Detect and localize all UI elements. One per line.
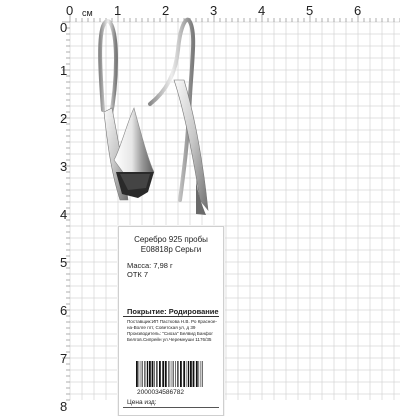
ruler-y-label: 6 [60, 303, 68, 318]
barcode-bar [188, 361, 189, 387]
barcode-bar [173, 361, 174, 387]
barcode-bar [162, 361, 164, 387]
barcode-bar [170, 361, 171, 387]
barcode-bar [139, 361, 140, 387]
ruler-y-label: 2 [60, 111, 68, 126]
barcode-bar [187, 361, 188, 387]
label-title: Серебро 925 пробы [134, 235, 208, 244]
barcode-bar [199, 361, 200, 387]
barcode-bar [175, 361, 176, 387]
ruler-y-label: 5 [60, 255, 68, 270]
label-otk: ОТК 7 [127, 270, 149, 279]
label-mass: Масса: 7,98 г [127, 261, 173, 270]
ruler-y-label: 7 [60, 351, 68, 366]
product-label-card [118, 226, 224, 416]
barcode-bar [190, 361, 192, 387]
barcode-bar [168, 361, 169, 387]
barcode-bar [147, 361, 148, 387]
ruler-x-label: 5 [306, 3, 314, 18]
ruler-y-labels [54, 20, 68, 416]
measurement-grid [62, 14, 400, 400]
barcode-bar [193, 361, 195, 387]
barcode-bar [152, 361, 154, 387]
ruler-y-label: 1 [60, 63, 68, 78]
ruler-x-labels [66, 3, 400, 18]
barcode-bar [180, 361, 182, 387]
label-divider [123, 316, 219, 317]
ruler-y-label: 8 [60, 399, 68, 414]
label-price: Цена изд: [127, 399, 157, 406]
barcode-bar [202, 361, 203, 387]
ruler-x-label: 6 [354, 3, 362, 18]
barcode-bar [149, 361, 151, 387]
barcode-bar [146, 361, 147, 387]
barcode-bar [183, 361, 185, 387]
barcode-bar [141, 361, 142, 387]
barcode-bar [159, 361, 161, 387]
barcode-bar [196, 361, 198, 387]
ruler-x-label: 0 [66, 3, 74, 18]
barcode-bar [165, 361, 167, 387]
ruler-y-label: 0 [60, 20, 68, 35]
barcode-graphic [135, 361, 205, 387]
ruler-y-label: 4 [60, 207, 68, 222]
barcode-bar [177, 361, 178, 387]
ruler-unit-label: см [82, 8, 93, 18]
label-supplier: Поставщик:ИП Пасткова Н.В. Ро Красное-на-Волге пгт, Советская ул, д 39 Производитель: "Сиоза" Белвид Банфог Белгов.Сипрейн ул.Черемнуши 1176/35 [127, 319, 217, 342]
ruler-x-label: 2 [162, 3, 170, 18]
earring-left [100, 21, 154, 200]
label-article: Е08818р Серьги [140, 245, 202, 254]
barcode-bar [172, 361, 173, 387]
barcode-bar [142, 361, 143, 387]
barcode-bar [154, 361, 155, 387]
ruler-x-label: 4 [258, 3, 266, 18]
ruler-x-label: 1 [114, 3, 122, 18]
barcode-number: 2000034586782 [137, 389, 184, 396]
price-line [123, 407, 219, 408]
ruler-y-label: 3 [60, 159, 68, 174]
barcode-bar [136, 361, 138, 387]
ruler-x-label: 3 [210, 3, 218, 18]
barcode-bar [144, 361, 145, 387]
earring-right [150, 20, 208, 215]
barcode-bar [156, 361, 157, 387]
barcode-bar [201, 361, 202, 387]
label-coating: Покрытие: Родирование [127, 307, 219, 316]
